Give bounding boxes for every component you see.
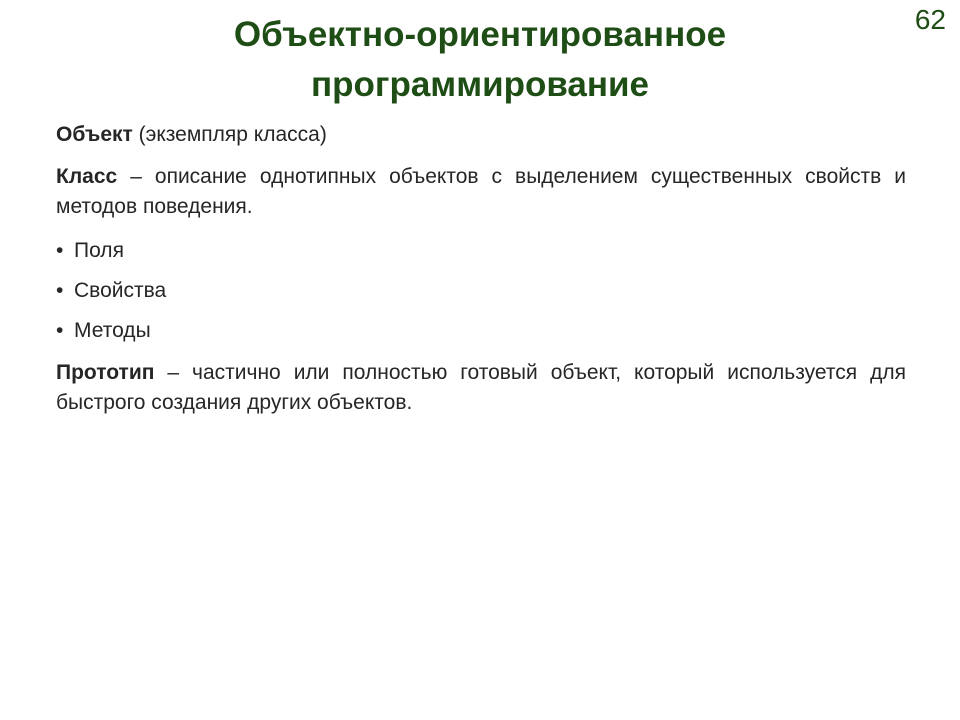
list-item-label: Поля	[74, 239, 124, 262]
class-description: – описание однотипных объектов с выделением существенных свойств и методов поведения.	[56, 165, 906, 218]
object-term: Объект	[56, 123, 133, 146]
list-item	[56, 316, 906, 346]
bullet-icon: •	[56, 319, 64, 342]
slide-title-line-1: Объектно-ориентированное	[233, 15, 727, 54]
prototype-definition	[56, 358, 906, 418]
list-item	[56, 276, 906, 306]
slide-body	[56, 120, 906, 430]
class-definition	[56, 162, 906, 222]
prototype-description: – частично или полностью готовый объект, который используется для быстрого создания других объектов.	[56, 361, 906, 414]
object-definition	[56, 120, 906, 150]
bullet-icon: •	[56, 239, 64, 262]
class-members-list	[56, 236, 906, 346]
bullet-icon: •	[56, 279, 64, 302]
list-item-label: Свойства	[74, 279, 167, 302]
slide-number: 62	[914, 4, 946, 35]
class-term: Класс	[56, 165, 118, 188]
list-item	[56, 236, 906, 266]
slide-title-line-2: программирование	[310, 65, 650, 104]
list-item-label: Методы	[74, 319, 151, 342]
prototype-term: Прототип	[56, 361, 155, 384]
slide-title	[0, 10, 960, 110]
object-description: (экземпляр класса)	[132, 123, 327, 146]
